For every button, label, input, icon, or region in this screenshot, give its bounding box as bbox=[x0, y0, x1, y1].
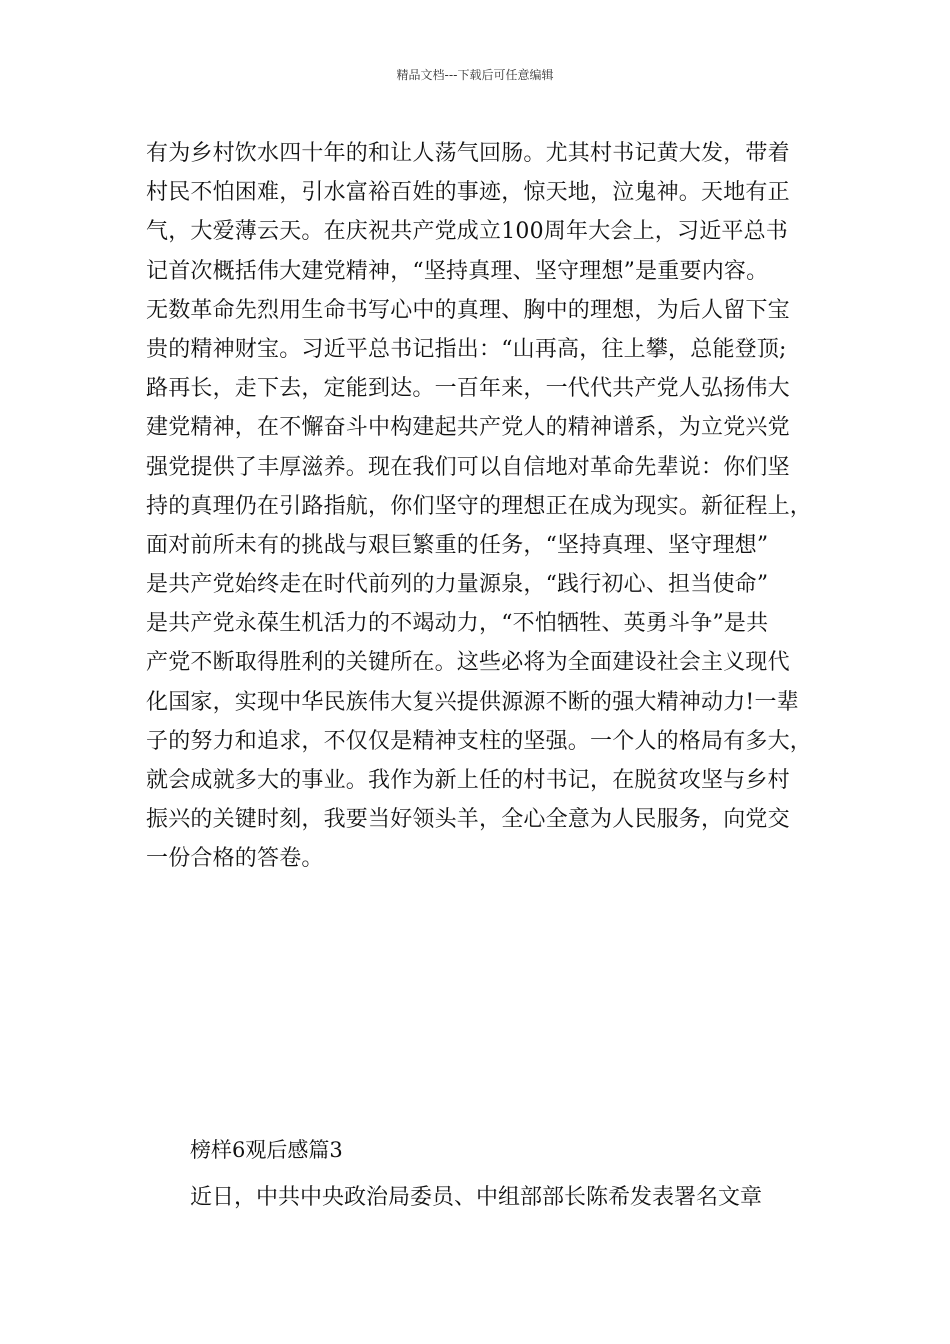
text-line: 就会成就多大的事业。我作为新上任的村书记，在脱贫攻坚与乡村 bbox=[146, 768, 790, 793]
section-first-line: 近日，中共中央政治局委员、中组部部长陈希发表署名文章 bbox=[190, 1185, 763, 1210]
text-line: 村民不怕困难，引水富裕百姓的事迹，惊天地，泣鬼神。天地有正 bbox=[146, 180, 790, 206]
body-paragraph bbox=[146, 134, 830, 879]
text-line: 化国家，实现中华民族伟大复兴提供源源不断的强大精神动力!一辈 bbox=[146, 689, 799, 715]
text-line: 持的真理仍在引路指航，你们坚守的理想正在成为现实。新征程上， bbox=[146, 493, 813, 519]
text-line: 气，大爱薄云天。在庆祝共产党成立100周年大会上，习近平总书 bbox=[146, 219, 788, 245]
text-line: 强党提供了丰厚滋养。现在我们可以自信地对革命先辈说：你们坚 bbox=[146, 454, 790, 480]
text-line: 无数革命先烈用生命书写心中的真理、胸中的理想，为后人留下宝 bbox=[146, 297, 790, 323]
text-line: 面对前所未有的挑战与艰巨繁重的任务，“坚持真理、坚守理想” bbox=[146, 532, 769, 558]
text-line: 建党精神，在不懈奋斗中构建起共产党人的精神谱系，为立党兴党 bbox=[146, 415, 790, 441]
text-line: 一份合格的答卷。 bbox=[146, 846, 324, 872]
text-line: 子的努力和追求，不仅仅是精神支柱的坚强。一个人的格局有多大， bbox=[146, 728, 813, 754]
text-line: 是共产党始终走在时代前列的力量源泉，“践行初心、担当使命” bbox=[146, 572, 769, 598]
text-line: 记首次概括伟大建党精神，“坚持真理、坚守理想”是重要内容。 bbox=[146, 258, 769, 284]
text-line: 路再长，走下去，定能到达。一百年来，一代代共产党人弘扬伟大 bbox=[146, 376, 790, 402]
text-line: 振兴的关键时刻，我要当好领头羊，全心全意为人民服务，向党交 bbox=[146, 807, 790, 833]
text-line: 贵的精神财宝。习近平总书记指出：“山再高，往上攀，总能登顶; bbox=[146, 336, 787, 362]
page-header: 精品文档---下载后可任意编辑 bbox=[396, 68, 554, 82]
section-title: 榜样6观后感篇3 bbox=[190, 1138, 343, 1162]
text-line: 有为乡村饮水四十年的和让人荡气回肠。尤其村书记黄大发，带着 bbox=[146, 141, 790, 166]
text-line: 是共产党永葆生机活力的不竭动力，“不怕牺牲、英勇斗争”是共 bbox=[146, 611, 769, 637]
text-line: 产党不断取得胜利的关键所在。这些必将为全面建设社会主义现代 bbox=[146, 650, 790, 676]
